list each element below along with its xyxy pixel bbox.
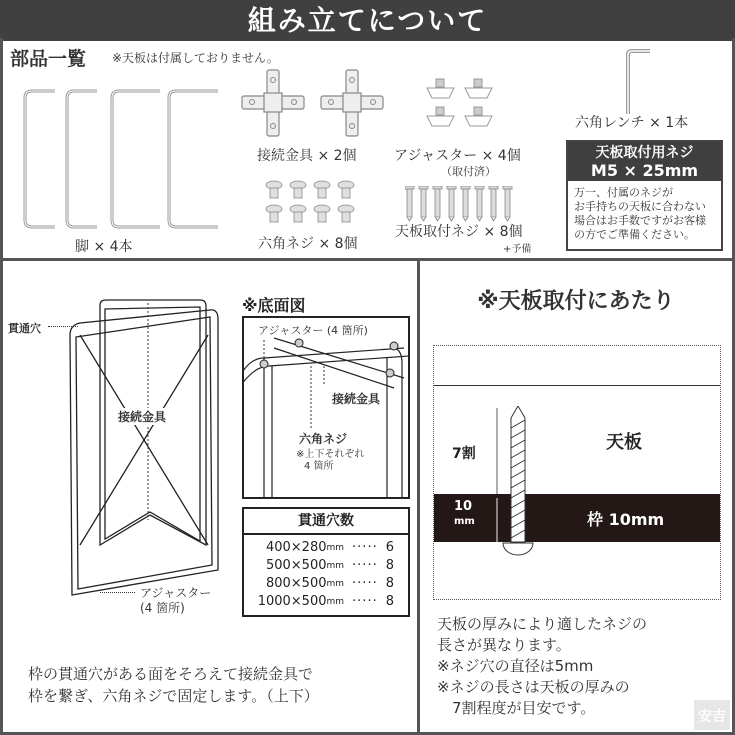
note-line: ※ネジ穴の直径は5mm: [437, 657, 594, 675]
spec-title: 天板取付用ネジ: [595, 145, 694, 161]
frame-thickness: 10: [454, 499, 473, 514]
hex-screw-icon: [265, 180, 360, 230]
callout-adjuster-line: [100, 592, 135, 593]
bottom-connector: 接続金具: [332, 392, 381, 406]
size: 500×500: [265, 558, 327, 573]
hex-wrench-label: 六角レンチ × 1本: [575, 115, 689, 131]
table-row: [244, 575, 408, 593]
page-title: 組み立てについて: [0, 0, 735, 41]
callout-hole: 貫通穴: [8, 322, 41, 335]
desc-line: 枠を繋ぎ、六角ネジで固定します。（上下）: [28, 687, 319, 705]
unit: mm: [326, 561, 345, 571]
hex-wrench-icon: [620, 48, 660, 116]
dots: ·····: [352, 576, 378, 591]
bottom-view-title: ※底面図: [242, 296, 306, 315]
hole-count-table: [242, 507, 410, 617]
bottom-hex-count: 4 箇所: [304, 461, 334, 472]
assembly-description: [28, 663, 319, 707]
legs-icon: [20, 88, 230, 233]
screw-icon: [484, 406, 544, 566]
dots: ·····: [352, 594, 378, 609]
callout-connector: 接続金具: [118, 410, 167, 424]
note-line: 天板の厚みにより適したネジの: [437, 615, 648, 633]
table-row: [244, 593, 408, 611]
callout-adjuster-count: (4 箇所): [140, 601, 185, 615]
spec-text: お手持ちの天板に合わない: [574, 200, 706, 213]
watermark-logo: 安吉: [694, 700, 730, 730]
size: 1000×500: [257, 594, 327, 609]
ratio-label: 7割: [452, 446, 476, 462]
desc-line: 枠の貫通穴がある面をそろえて接続金具で: [28, 665, 314, 683]
table-frame-illustration: [60, 295, 230, 605]
frame-label: 枠 10mm: [587, 510, 665, 529]
size: 800×500: [265, 576, 327, 591]
bottom-hex-screw: 六角ネジ: [299, 432, 348, 446]
table-row: [244, 557, 408, 575]
note-line: ※ネジの長さは天板の厚みの: [437, 678, 630, 696]
mount-diagram: [433, 345, 721, 600]
screw-spec-box: [566, 140, 723, 251]
callout-adjuster: アジャスター: [140, 586, 212, 600]
connector-icon: [240, 68, 390, 138]
count: 8: [385, 594, 394, 609]
dots: ·····: [352, 558, 378, 573]
note-line: 長さが異なります。: [437, 636, 571, 654]
top-screw-label: 天板取付ネジ × 8個: [395, 224, 523, 240]
count: 8: [385, 576, 394, 591]
table-row: [244, 539, 408, 557]
board-label: 天板: [606, 432, 642, 453]
bottom-hex-note: ※上下それぞれ: [296, 449, 365, 460]
top-screw-icon: [405, 186, 520, 222]
spec-size: M5 × 25mm: [590, 161, 699, 180]
spec-text: の方でご準備ください。: [574, 228, 695, 241]
unit: mm: [326, 543, 345, 553]
parts-title: 部品一覧: [10, 48, 87, 70]
callout-hole-line: [48, 326, 78, 327]
adjuster-sub: （取付済）: [441, 165, 496, 178]
hex-screw-label: 六角ネジ × 8個: [258, 236, 358, 252]
spec-text: 万一、付属のネジが: [574, 186, 673, 199]
unit: mm: [326, 579, 345, 589]
count: 8: [385, 558, 394, 573]
frame-unit: mm: [454, 516, 475, 527]
top-screw-sub: +予備: [503, 244, 532, 255]
parts-note: ※天板は付属しておりません。: [112, 51, 279, 65]
adjuster-label: アジャスター × 4個: [394, 148, 521, 164]
board-top-line: [434, 385, 720, 386]
count: 6: [385, 540, 394, 555]
hole-count-title: 貫通穴数: [244, 509, 408, 535]
mount-notes: [437, 614, 647, 719]
bottom-adjuster: アジャスター (4 箇所): [258, 324, 368, 337]
unit: mm: [326, 597, 345, 607]
connector-label: 接続金具 × 2個: [257, 148, 357, 164]
adjuster-icon: [424, 76, 494, 132]
spec-text: 場合はお手数ですがお客様: [574, 214, 706, 227]
size: 400×280: [265, 540, 327, 555]
frame-bar: [434, 494, 720, 542]
note-line: 7割程度が目安です。: [437, 699, 596, 717]
top-mount-title: ※天板取付にあたり: [477, 289, 675, 314]
bottom-view-box: [242, 316, 410, 499]
legs-label: 脚 × 4本: [75, 239, 133, 255]
dots: ·····: [352, 540, 378, 555]
